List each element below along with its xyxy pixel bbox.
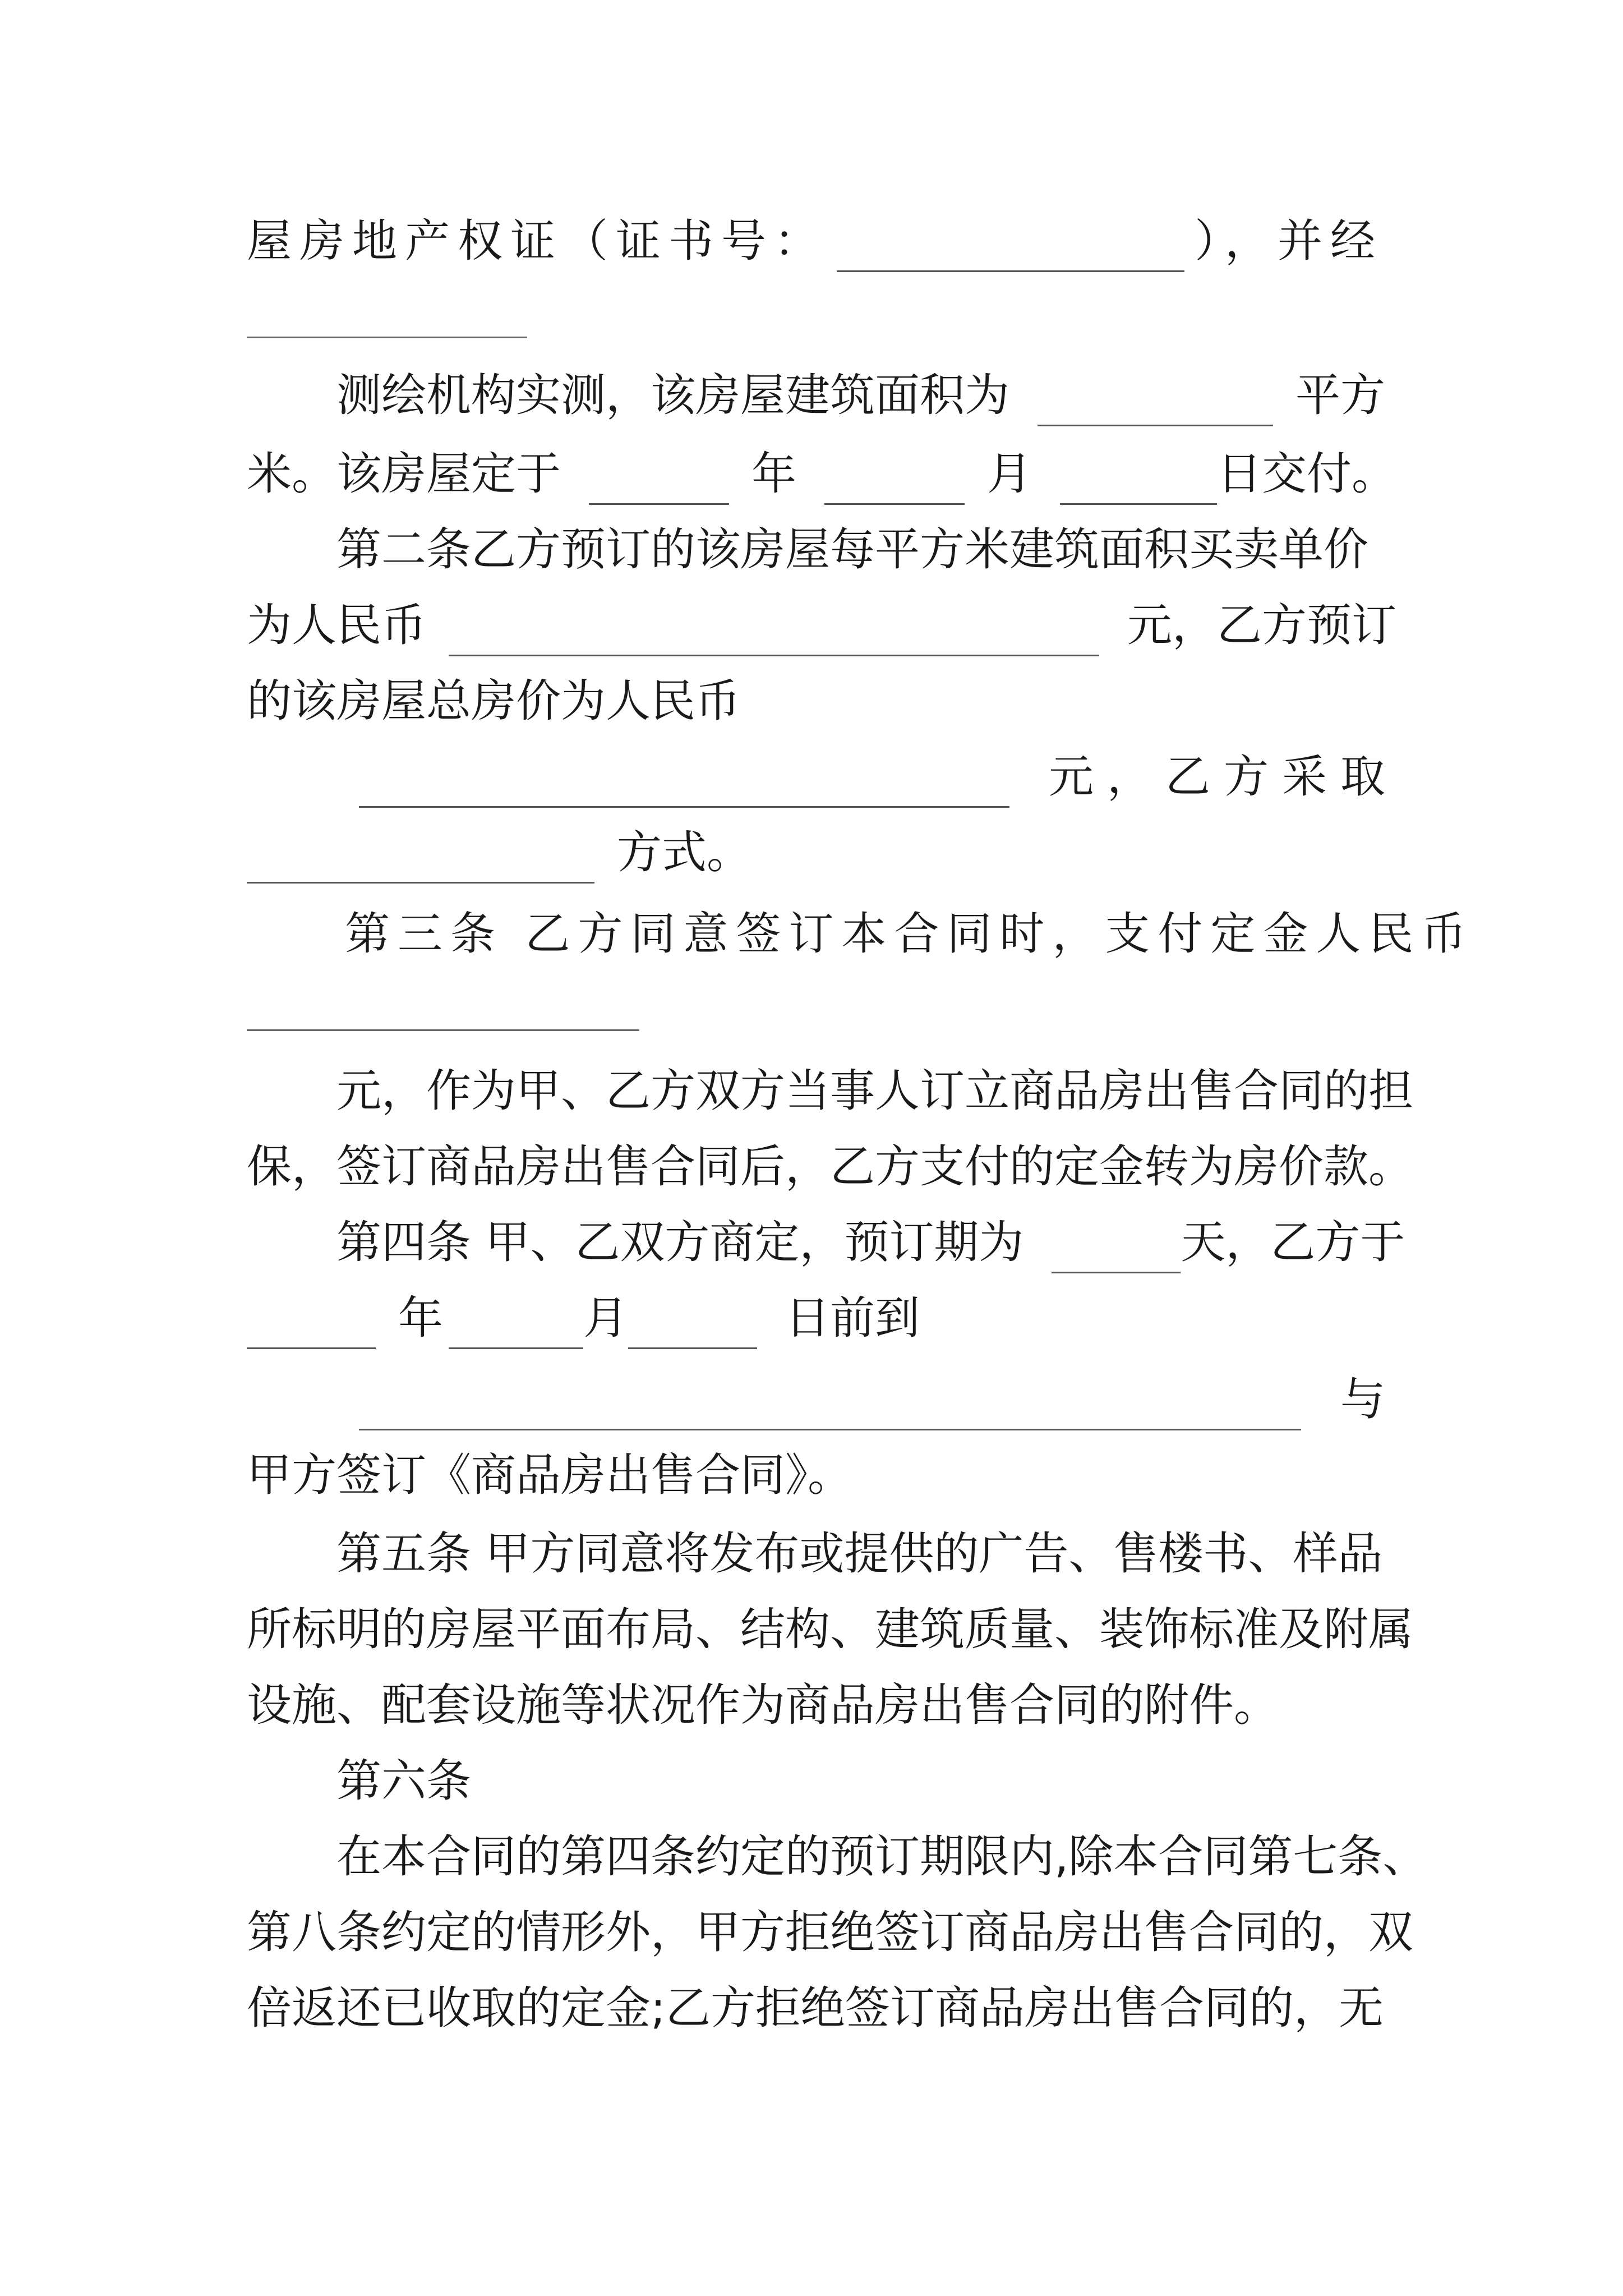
text-segment: 日交付。	[1217, 448, 1396, 500]
blank-floor-area	[1038, 376, 1273, 426]
text-line-12	[336, 1212, 1405, 1273]
text-segment: 在本合同的第四条约定的预订期限内,除本合同第七条、	[336, 1830, 1428, 1883]
text-segment: 日前到	[785, 1292, 920, 1344]
text-line-14	[359, 1369, 1402, 1430]
text-line-5	[247, 595, 1396, 656]
text-segment: 为人民币	[247, 599, 426, 651]
text-segment: 的该房屋总房价为人民币	[247, 675, 740, 727]
text-segment: 方式。	[617, 826, 751, 878]
text-line-10	[336, 1060, 1413, 1122]
text-segment: 甲方签订《商品房出售合同》。	[247, 1449, 852, 1501]
text-segment: 月	[583, 1292, 628, 1344]
blank-unit-price	[449, 606, 1099, 656]
text-line-15	[247, 1444, 1380, 1506]
text-segment: 第四条 甲、乙双方商定，预订期为	[336, 1216, 1024, 1268]
text-line-3	[247, 443, 1396, 505]
text-segment: 第五条 甲方同意将发布或提供的广告、售楼书、样品	[336, 1527, 1383, 1580]
text-line-2	[336, 365, 1385, 426]
text-line-20	[336, 1826, 1428, 1888]
text-line-1	[247, 210, 1383, 272]
text-segment: 所标明的房屋平面布局、结构、建筑质量、装饰标准及附属	[247, 1603, 1413, 1655]
text-segment: 年	[751, 448, 796, 500]
text-segment: 月	[987, 448, 1032, 500]
text-line-22	[247, 1977, 1384, 2039]
text-segment: 与	[1340, 1373, 1385, 1425]
text-line-6	[247, 670, 1380, 732]
text-segment: 米。该房屋定于	[247, 448, 561, 500]
blank-deadline-month	[449, 1299, 583, 1349]
text-line-17	[247, 1599, 1413, 1660]
text-line-18	[247, 1674, 1380, 1736]
blank-year	[589, 455, 729, 505]
text-segment: 元，乙方采取	[1049, 751, 1399, 803]
text-segment: 保，签订商品房出售合同后，乙方支付的定金转为房价款。	[247, 1140, 1413, 1193]
blank-deadline-year	[247, 1299, 376, 1349]
text-segment: 设施、配套设施等状况作为商品房出售合同的附件。	[247, 1679, 1279, 1731]
text-segment: 测绘机构实测，该房屋建筑面积为	[336, 369, 1009, 421]
text-segment: 元，乙方预订	[1127, 599, 1396, 651]
text-line-8	[247, 822, 1380, 884]
text-segment: 第六条	[336, 1755, 471, 1807]
text-segment: 天，乙方于	[1181, 1216, 1405, 1268]
text-line-19	[336, 1750, 1380, 1812]
text-line-13	[247, 1287, 1380, 1349]
blank-deposit-amount	[247, 1029, 639, 1031]
blank-deadline-day	[628, 1299, 757, 1349]
blank-day	[1060, 455, 1217, 505]
text-line-9	[345, 903, 1474, 965]
text-segment: 年	[398, 1292, 443, 1344]
blank-total-price	[359, 758, 1009, 808]
blank-month	[824, 455, 965, 505]
text-segment: 倍返还已收取的定金;乙方拒绝签订商品房出售合同的，无	[247, 1982, 1384, 2034]
text-line-11	[247, 1136, 1413, 1198]
text-segment: 第二条乙方预订的该房屋每平方米建筑面积买卖单价	[336, 523, 1368, 576]
blank-certificate-number	[837, 222, 1184, 272]
blank-line-1-tail	[247, 337, 527, 338]
text-segment: 第三条 乙方同意签订本合同时，支付定金人民币	[345, 908, 1474, 960]
text-segment: ），并经	[1195, 215, 1383, 267]
blank-payment-method	[247, 834, 594, 884]
text-segment: 元，作为甲、乙方双方当事人订立商品房出售合同的担	[336, 1065, 1413, 1117]
text-line-21	[247, 1902, 1413, 1963]
text-line-7	[359, 746, 1402, 808]
text-line-4	[336, 519, 1380, 581]
text-segment: 第八条约定的情形外，甲方拒绝签订商品房出售合同的，双	[247, 1906, 1413, 1958]
text-line-16	[336, 1523, 1383, 1585]
blank-signing-location	[359, 1381, 1301, 1430]
text-segment: 屋房地产权证（证书号：	[247, 215, 827, 267]
text-segment: 平方	[1295, 369, 1385, 421]
blank-reservation-days	[1052, 1223, 1181, 1273]
